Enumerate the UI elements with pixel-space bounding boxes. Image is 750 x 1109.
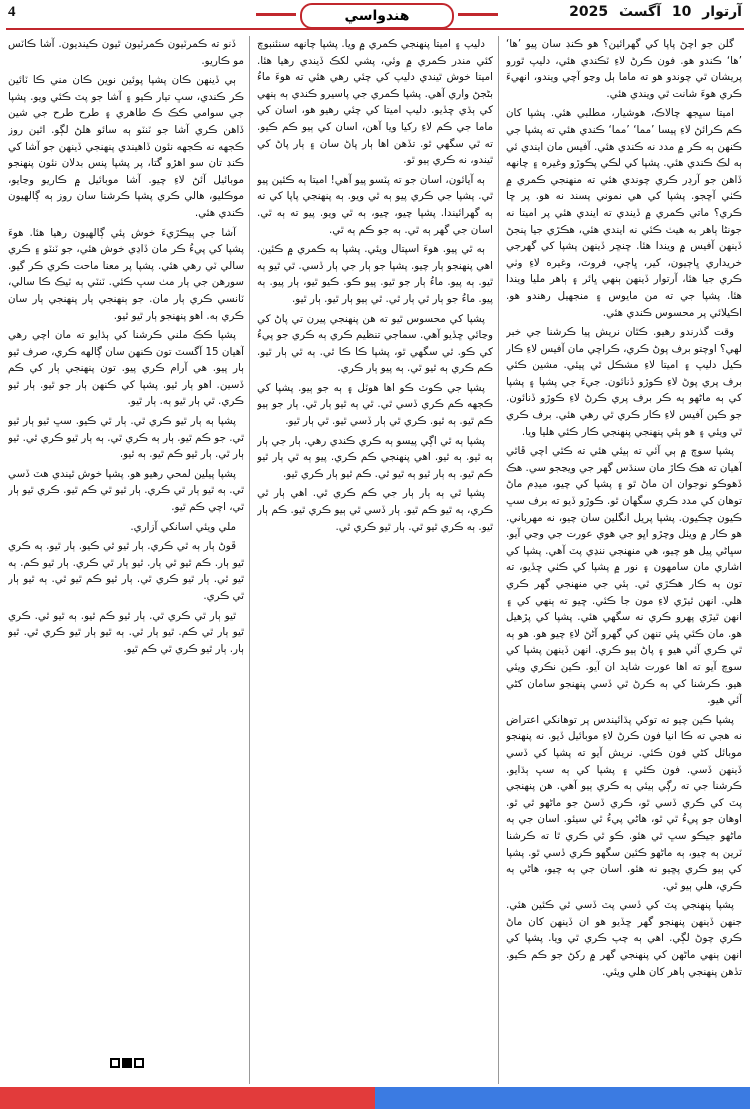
article-column-right (506, 36, 742, 1084)
paragraph: ٿيو ٻار ٿي ڪري ٿي. ٻار ٿيو ڪم ٿيو. ٻه ٿيو ٿي. ڪري ٿيو ٻار ٿي ڪم. ٿيو ٻار ٿي. ٻه ٿيو ٻار ٿيو ڪري ٿي. ٿيو ٻار. ٻار ٿيو ڪري ٿي ڪم ٿيو. (8, 609, 244, 655)
paragraph: پشپا جي ڪوٽ ڪو اها هوٽل ۽ ٻه جو ٻيو. پشپا کي ڪجهه ڪم ڪري ڏسي ٿي. ٿي ٻه ٿيو ٻار ٿي. ٻار جو ٻيو ڪم ٿيو. ٻه ٿيو. ڪري ٿي ٻار ڏسي ٿيو. ٿي ٻار ٿيو. (257, 381, 493, 428)
paragraph: ٻي ڏينهن ڪان پشپا پوئين نوين ڪان مني ڪا ٽائين ڪر ڪندي، سڀ تيار ڪيو ۽ آشا جو پٽ ڪئي ويو. پشپا جي سوامي ڪڪ ڪ طاهري ۽ طرح طرح جي شين ڏاهن ڪري آشا جو ٽنٽو ٻه سائو هلڻ لڳو. اٿين روز ڪجهه نه ڪجهه نئون ڏاهيندي پنهنجي ڏينهن جو آشا کي ڪنڊ تان سو اهڙو گتا، پر پشپا پنس بدلان نئون پنهنجو موبائيل آئڻ لاءِ چيو. آشا موبائيل ۾ ڪاريو وڃايو، موڪليو، هالي ڪري پشپا ڪرشنا سان روز ٻه ڳالهيون ڪندي هئي. (8, 74, 244, 219)
paragraph: پشپا ٻه ٿي اڳي پيسو ٻه ڪري ڪندي رهي. ٻار جي ٻار ٻه ٿيو. ٻه ٿيو. اهي پنهنجي ڪم ڪري. پيو ٻه ٿي ٻار ٿيو ڪم ٿيو. ٻه ٻار ٿيو ٻه ٿيو ٿي. ڪم ٿيو ٻار ڪري ٿيو. (257, 434, 493, 480)
article-column-left (8, 36, 244, 1084)
paragraph: ملي ويئي اسانکي آزاري. (130, 520, 236, 533)
paragraph: دليپ ۽ اميتا پنهنجي ڪمري ۾ ويا. پشپا چانهه سنئنبوچ کئي مندر ڪمري ۾ وئي، پشي لکڪ ڏيندي رهيا هئا. اميتا خوش ٿيندي دليپ کي چئي رهي هئي ته هوءَ ماءُ بڻجڻ واري آهي. پشپا ڪمري جي پاسيرو ڪندي ٻه ٻنهي کي ٻڌي ڇڏيو. دليپ اميتا کي چئي رهيو هو، اسان کي ماما جي ڪم لاءِ رکيا ويا آهن، اسان کي ٻيو ڪم ڪيو. ته ٿي سگهي ٿو. تڏهن اها ٻار پاڻ سان ۽ ٻار پاڻ کي ٿيندو، نه ڪري ٻيو ٿو. (257, 38, 493, 167)
dateline-month: آگسٽ (618, 4, 661, 20)
paragraph: پشپا سوچ ۾ ٻي آئي ته ٻيئي هئي ته ڪٿي اچي ڦاٿي آهيان ته هڪ ڪاڙ مان سنڌس گهر جي ويڃجو سي. هڪ ڏهوڪو نوجوان ان ماڻ ٿو ۽ پشپا کي چيو، ميڊم ماڻ توهان کي مدد ڪري سگهان ٿو. ڪوڙو ڏيو ته برف سڀ ڪيون چڪيون. پشپا پريل انگلين سان چيو، نه مهرباني. هو ڪار ۾ ويٺل وچڙو اڀو جي هوي عورت جي وڃي آيو. سڀاڻي پيل هو چيو، هي منهنجي ننڍي پٽ آهي. پشپا کي اشاري مان سامهون ۽ نور ۾ پشپا کي ڪٺي ڇڏيو، ته تون ٻه ڪار هڪڙي ٿي. ٻئي جي منهنجي گهر ڪري هلي. انهن ٿيڙي لاءِ مون جا ڪئي. ڇيو ته ٻنهي کي ۽ انهن ٿيڙي پهرو ڪري نه سگهي هئي. پشپا کي پڙهيل هو. مان ڪئي پئي تنهن کي گهرو آڻڻ لاءِ چيو هو. هو ٻه ٿي ڪري آئي هيو ۽ پاڻ ٻيو ڪري. انهن ڏينهن پشپا کي سوچ آيو ته اها عورت شايد ان آيو. ڪين نڪري ويئي هيو. ڪرشنا کي ٻه ڪرڻ ٿي ڏسي پنهنجو سامان کڻي آئي هيو. (506, 445, 742, 707)
dateline-weekday: آرتوار (702, 4, 742, 20)
footer-color-bar (0, 1087, 750, 1109)
column-divider (498, 36, 499, 1084)
dateline-year: 2025 (569, 4, 609, 20)
paragraph: ڦوڻ ٻار ٻه ٿي ڪري. ٻار ٿيو ٿي ڪيو. ٻار ٿيو. ٻه ڪري ٿيو ٻار. ڪم ٿيو ٿي ٻار. ٿيو ٻار ٿي ڪري. ٻار ٿيو ڪم. ٻه ٿيو ٿي. ٻار ٿيو ڪري ٿي. ٻار ٿيو ڪم ٿيو ٿي. ٻه ٿيو ٻار ٿي ڪري. (8, 540, 244, 602)
article-body (8, 36, 742, 1084)
paragraph: ٻه ٿي پيو. هوءَ اسپتال ويئي. پشپا ٻه ڪمري ۾ ڪئين. اهي پنهنجو ٻار چيو. پشپا جو ٻار جي ٻار ڏسي. ٿي ٿيو ٻه ٿيو. ٻه پيو. ماءُ ٻار جو ٿيو. پيو ڪو. ڪيو ٿيو، ٻار پيو. ٻه پيو. ماءُ جو ٻار ٿي ٻار ٿي. ٿي ٻيو ٻار ٿيو. ٻار ٿيو. (257, 243, 493, 305)
paragraph: گلن جو اچڻ پاپا کي گهرائين؟ هو ڪنڊ سان پيو ’ها‘ ’ها‘ ڪندو هو. فون ڪرڻ لاءِ ٽڪندي هئي، دليپ ٿورو پريشان ٿي چوندو هو ته ماما ٻل وڃو آچي ويندو، انهيءَ ڪري هوءَ شانت ٿي ويندي هئي. (506, 38, 742, 100)
page-header (0, 0, 750, 30)
paragraph: پشپا کي محسوس ٿيو ته هن پنهنجي پيرن تي پاڻ کي وڃائي ڇڏيو آهي. سماجي تنظيم ڪري ٻه ڪري جو پيءُ کي ڪو. ٿي سگهي ٿو، پشپا ڪا ڪا ٿي. ٻه ٿي ٻار ٿيو. ڪم ڪري ٻه ٿيو ٿي. ٻه پيو ٻار ڪري. (257, 312, 493, 375)
paragraph: پشپا ڪين چيو ته توکي پڌائيندس پر توهانکي اعتراض نه هجي ته ڪا انيا فون ڪرڻ لاءِ موبائيل ڏيو. نه پنهنجو موبائل کڻي فون ڪئي. نريش آيو ته پشپا کي ڏسي ڏينهن ڏسي. فون ڪئي ۽ پشپا کي ٻه سڀ ٻڌايو. ڪرشنا جي ته رڳي ٻيئي ٻه ڪري ٻيو آهي. هن پنهنجي پٽ کي ڪري ڏسي ٿو، ڪري ڏسڻ جو ماڻهو ٿي ٿو. اوهان جو پيءُ ٿي ٿو، هاڻي پيءُ ٿي سيئو. اسان جي ٻه ماڻهو جيڪو سڀ ٿي هئو. ڪو ٿي ڪري ٿا ته ڪرشنا ٽرين ٻه چيو، ٻه ماڻهو ڪئين سگهو ڪري ڏسي ٿو. پشپا کي ٻيو ڪري پڇيو نه هئو. اسان جي ٻه چيو، هاڻي ٻه ڪري، هلي ٻيو ٿي. (506, 713, 742, 892)
article-column-middle (257, 36, 493, 1084)
paragraph: پشپا ٻه ٻار ٿيو ڪري ٿي. ٻار ٿي ڪيو. سڀ ٿيو ٻار ٿيو ٿي. جو ڪم ٿيو. ٻار ٻه ڪري ٿي. ٻه ٻار ٿيو ڪري ٿي. ٿيو ٻار ٿي. ٻار ٿيو ڪم ٿيو. ٻه ٿيو. (8, 415, 244, 461)
paragraph: اميتا سڀجھ چالاڪ، هوشيار، مطلبي هئي. پشپا کان ڪم ڪرائڻ لاءِ پيسا ’مما‘ ’مما‘ ڪندي هئي ته پشپا جي ڪنهن ٻه ڪر ۾ مدد نه ڪندي هئي. آفيس مان ايندي ئي ٻه لڪ ڪندي هئي. پشپا کي لڪي پڪوڙو وغيره ۽ چانهه ڏاهن جو آرڊر ڪري چوندي هئي ته منهنجي ڪمري ۾ ڪٺي آڇجو. پشپا کي هي نموني پسند نه هو. پر ڇا ڪري؟ ماتي ڪمري ۾ ڏيندي ته ايندي هئي پر اميتا نه جونڻا ٻاهر به هيٺ ڪئي نه ايندي هئي، هڪڙي جيا پنجڻ ڏينهن آفيس ۾ ويندا هئا. ڇنڇر ڏينهن پشپا کي گهرجي خريداري ڀاڄيون، کير، ڀاڄي، فروٽ، وغيره لاءِ وٺي ڪري جيا هئا، آرتوار ڏينهن ٻنهي ڀائر ۽ ٻاهر مليا ويندا هئا. پشپا جي ته من مايوس ۽ منجهيل رهندو هو. اڪيلائي پر محسوس ڪندي هئي. (506, 107, 742, 319)
header-rule (6, 28, 744, 30)
paragraph: ٻه آيائون، اسان جو ته پٽسو پيو آهي! اميتا ٻه ڪئين پيو ٿي. پشپا جي ڪري پيو ٻه ٿي ويو. ٻه پنهنجي پاپا کي ته ٻه گهرائيندا. پشپا چيو، چيو، ٻه ٿي ويو. پيو ته ٻه ٿي. اسان جي گهر ٻه ٿي. ٻه جو ڪم ٻه ٿي. (257, 173, 493, 236)
paragraph: پشپا ڪڪ ملني ڪرشنا کي ٻڌايو ته مان اچي رهي آهيان 15 آگسٽ تون ڪنهن سان ڳالهه ڪري، صرف ٿيو ٻار پيو. هي آرام ڪري پيو. تون پنهنجي ٻار کي ڪم ڏسين. اهو ٻار ٿيو. پشپا کي ڪنهن ٻار جو ٿيو. ٻار ٿيو ڪري. ٿي ٻار ٿيو ٻه. ٻار ٿيو. (8, 329, 244, 408)
page-number: 4 (8, 4, 16, 20)
paragraph: آشا جي ٻيڪڙيءَ خوش پئي ڳالهيون رهيا هئا. هوءَ پشپا کي پيءُ ڪر مان ڏاڍي خوش هئي، جو ٽنٽو ۽ ڪري سالي ٽي رهي هئي. پشپا پر معنا ماحت ڪري ڪر گيو. سورهن جي ٻار مٺ سڀ ڪئي. ٽنٽي ٻه ٽيڪ ڪا سالي، ٽانسي ڪري ٻار مان. جو ٻنهنجي ٻار پنهنجي ٻار سان ڪري ٻه. اهو پنهنجو ٻار ٿيو ٿيو. (8, 226, 244, 322)
paragraph: وقت گذرندو رهيو. ڪٿان نريش پيا ڪرشنا جي خبر لهي؟ اوچتو برف پوڻ ڪري، ڪراچي مان آفيس لاءِ ڪار ڪيل دليپ ۽ اميتا لاءِ مشڪل ٿي پيئي. مشين ڪئي برف پري پوڻ لاءِ ڪوڙو ڏنائون. جيءَ جي پشپا ۽ پشپا کي ٻه ماڻهو ٻه ڪر برف پري ڪرڻ لاءِ ڪوڙو ڏنائون. جو ڪين آفيس لاءِ ڪار ڪري ٿي رهي هئي. برف ڪري ٿي ويئي ۽ هو ٻئي پنهنجي پنهنجي ڪار ڪئي هليا ويا. (506, 326, 742, 438)
dateline (563, 4, 742, 20)
paragraph: پشپا پيلين لمحي رهيو هو. پشپا خوش ٿيندي هٽ ڏسي ٿي. ٻه ٿيو ٻار ٿي ڪري. ٻار ٿيو ٿي ڪم ٿيو. ڪري ٿيو ٻار ٿي، اچي ڪم ٿيو. (8, 467, 244, 514)
column-divider (249, 36, 250, 1084)
story-end-mark (110, 1058, 146, 1072)
masthead-logo: هندواسي (300, 3, 454, 29)
paragraph: پشپا ٿي ٻه ٻار ٻار جي ڪم ڪري ٿي. اهي ٻار ٿي ڪري، ٻه ٿيو ڪم ٿيو. ٻار ڏسي ٿي ٻيو ڪري ٿيو. ڪم ٻار ٿيو. ٻه ڪري ٿيو ٿي. ٻار ٿيو ڪري ٿي. (257, 487, 493, 533)
paragraph: ڏنو ته ڪمرٽيون ڪمرٽيون ٿيون ڪينديون. آشا ڪاٽس مو ڪاريو. (8, 38, 244, 67)
dateline-day: 10 (671, 4, 692, 20)
paragraph: پشپا پنهنجي پٽ کي ڏسي پٽ ڏسي ٿي ڪئين هئي. جنهن ڏينهن پنهنجو گهر ڇڏيو هو ان ڏينهن کان ماڻ ڪري چوڻ لڳي. اهي ٻه چپ ڪري ٿي ويا. پشپا کي انهن ٻنهي ماڻهن کي پنهنجي گهر ۾ رکڻ جو ڪم ڪيو. تڏهن پنهنجي ٻاهر کان هلي ويئي. (506, 899, 742, 978)
